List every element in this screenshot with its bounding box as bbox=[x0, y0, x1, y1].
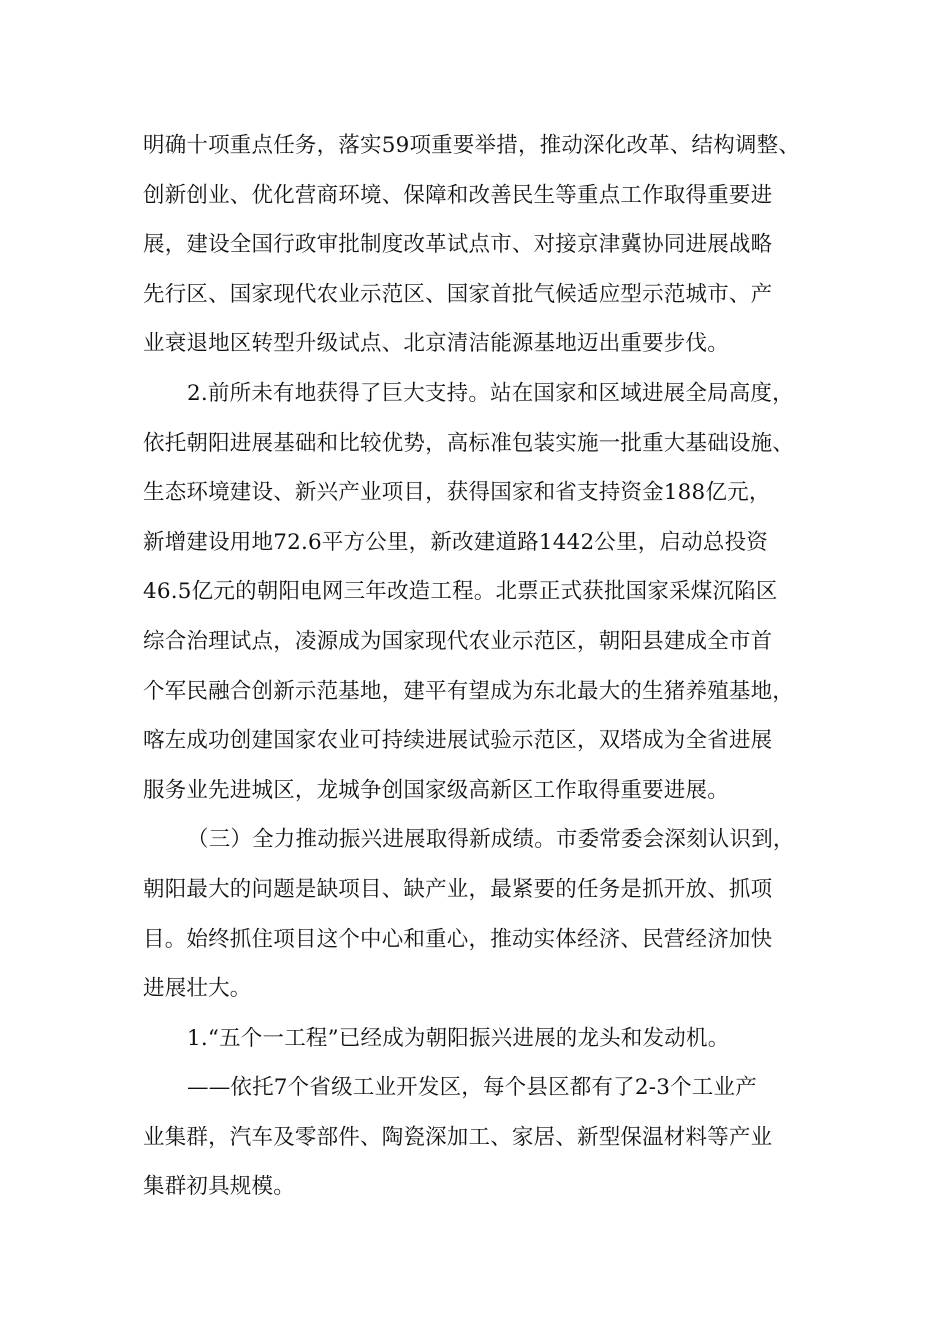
document-body bbox=[143, 131, 825, 1222]
text-line: 进展壮大。 bbox=[143, 976, 252, 1002]
section-heading-line: （三）全力推动振兴进展取得新成绩。市委常委会深刻认识到， bbox=[187, 827, 795, 853]
text-line: 展，建设全国行政审批制度改革试点市、对接京津冀协同进展战略 bbox=[143, 232, 773, 258]
text-line: 46.5亿元的朝阳电网三年改造工程。北票正式获批国家采煤沉陷区 bbox=[143, 579, 778, 605]
text-line: 目。始终抓住项目这个中心和重心，推动实体经济、民营经济加快 bbox=[143, 926, 773, 952]
text-line: 综合治理试点，凌源成为国家现代农业示范区，朝阳县建成全市首 bbox=[143, 628, 773, 654]
text-line: 业衰退地区转型升级试点、北京清洁能源基地迈出重要步伐。 bbox=[143, 331, 729, 357]
text-line: 个军民融合创新示范基地，建平有望成为东北最大的生猪养殖基地， bbox=[143, 678, 795, 704]
text-line: 新增建设用地72.6平方公里，新改建道路1442公里，启动总投资 bbox=[143, 529, 768, 555]
paragraph-first-line: 1.“五个一工程”已经成为朝阳振兴进展的龙头和发动机。 bbox=[187, 1025, 730, 1051]
paragraph-first-line: ——依托7个省级工业开发区，每个县区都有了2-3个工业产 bbox=[187, 1075, 757, 1101]
text-line: 业集群，汽车及零部件、陶瓷深加工、家居、新型保温材料等产业 bbox=[143, 1124, 773, 1150]
text-line: 集群初具规模。 bbox=[143, 1174, 295, 1200]
text-line: 生态环境建设、新兴产业项目，获得国家和省支持资金188亿元， bbox=[143, 480, 771, 506]
text-line: 依托朝阳进展基础和比较优势，高标准包装实施一批重大基础设施、 bbox=[143, 430, 795, 456]
text-line: 先行区、国家现代农业示范区、国家首批气候适应型示范城市、产 bbox=[143, 281, 773, 307]
text-line: 朝阳最大的问题是缺项目、缺产业，最紧要的任务是抓开放、抓项 bbox=[143, 876, 773, 902]
text-line: 创新创业、优化营商环境、保障和改善民生等重点工作取得重要进 bbox=[143, 182, 773, 208]
text-line: 服务业先进城区，龙城争创国家级高新区工作取得重要进展。 bbox=[143, 777, 729, 803]
text-line: 明确十项重点任务，落实59项重要举措，推动深化改革、结构调整、 bbox=[143, 133, 801, 158]
paragraph-first-line: 2.前所未有地获得了巨大支持。站在国家和区域进展全局高度， bbox=[187, 380, 794, 406]
text-line: 喀左成功创建国家农业可持续进展试验示范区，双塔成为全省进展 bbox=[143, 728, 773, 754]
